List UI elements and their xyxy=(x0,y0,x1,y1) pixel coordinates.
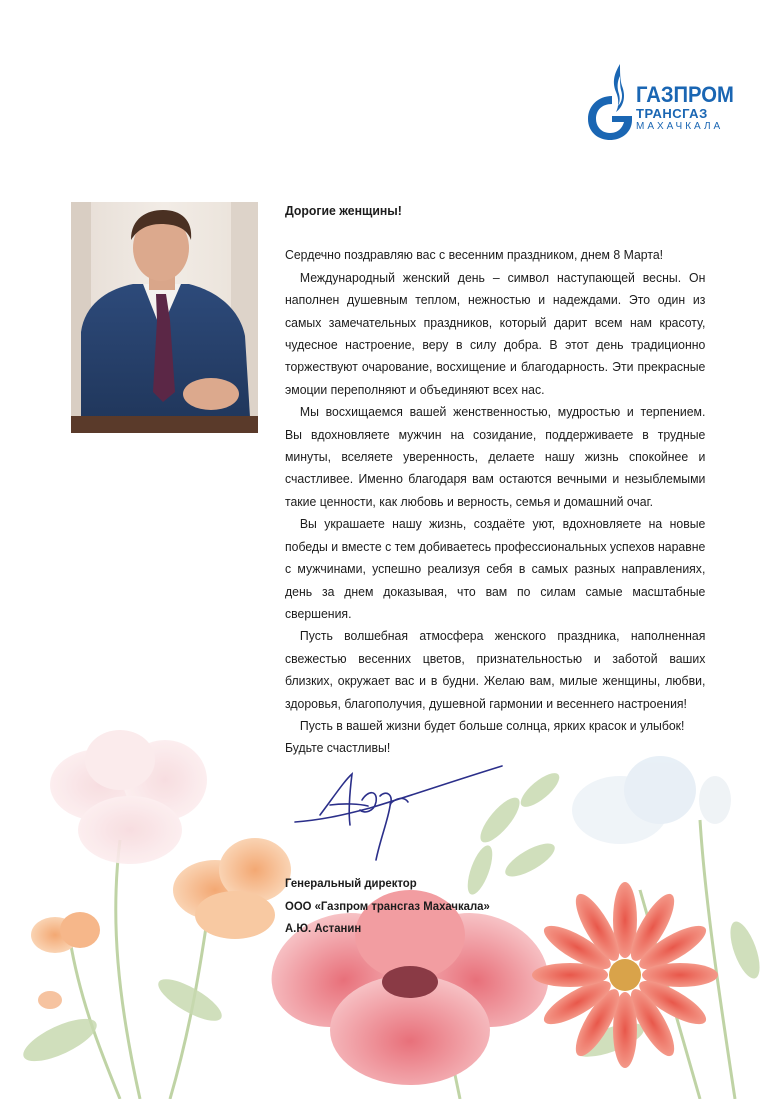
signature-block xyxy=(285,872,490,940)
gazprom-flame-icon xyxy=(586,62,642,140)
company-logo xyxy=(586,62,736,140)
signer-company: ООО «Газпром трансгаз Махачкала» xyxy=(285,898,490,913)
letter-paragraph: Будьте счастливы! xyxy=(285,740,391,756)
letter-paragraph: Мы восхищаемся вашей женственностью, мудростью и терпением. Вы вдохновляете мужчин на созидание, поддерживаете в трудные минуты, вселяете уверенность, делаете нашу жизнь спокойнее и счастливее. Именно благодаря вам остаются вечными и незыблемыми такие ценности, как любовь и верность, семья и домашний очаг. xyxy=(285,404,706,509)
signer-position: Генеральный директор xyxy=(285,876,417,890)
letter-paragraph: Пусть в вашей жизни будет больше солнца, ярких красок и улыбок! xyxy=(299,717,685,733)
letter-paragraph: Сердечно поздравляю вас с весенним праздником, днем 8 Марта! xyxy=(285,247,664,263)
letter-paragraph: Пусть волшебная атмосфера женского праздника, наполненная свежестью весенних цветов, признательностью и заботой ваших близких, окружает вас и в будни. Желаю вам, милые женщины, любви, здоровья, благополучия, душевной гармонии и весеннего настроения! xyxy=(285,628,706,711)
logo-word-gazprom: ГАЗПРОМ xyxy=(636,82,734,107)
logo-word-city: МАХАЧКАЛА xyxy=(636,121,724,132)
letter-body xyxy=(285,200,705,760)
letter-paragraph: Вы украшаете нашу жизнь, создаёте уют, вдохновляете на новые победы и вместе с тем добиваетесь профессиональных успехов наравне с мужчинами, успешно реализуя себя в самых разных направлениях, день за днем доказывая, что вам по силам самые масштабные свершения. xyxy=(285,516,706,621)
logo-word-transgaz: ТРАНСГАЗ xyxy=(636,106,708,121)
salutation: Дорогие женщины! xyxy=(285,203,402,218)
portrait-photo xyxy=(71,202,258,433)
letter-paragraph: Международный женский день – символ наступающей весны. Он наполнен душевным теплом, нежностью и надеждами. Это один из самых замечательных праздников, который дарит всем нам красоту, чудесное настроение, веру в силу добра. В этот день традиционно торжествуют очарование, восхищение и благодарность. Эти прекрасные эмоции переполняют и объединяют всех нас. xyxy=(285,269,706,397)
signer-name: А.Ю. Астанин xyxy=(285,921,362,935)
handwritten-signature xyxy=(290,760,510,870)
